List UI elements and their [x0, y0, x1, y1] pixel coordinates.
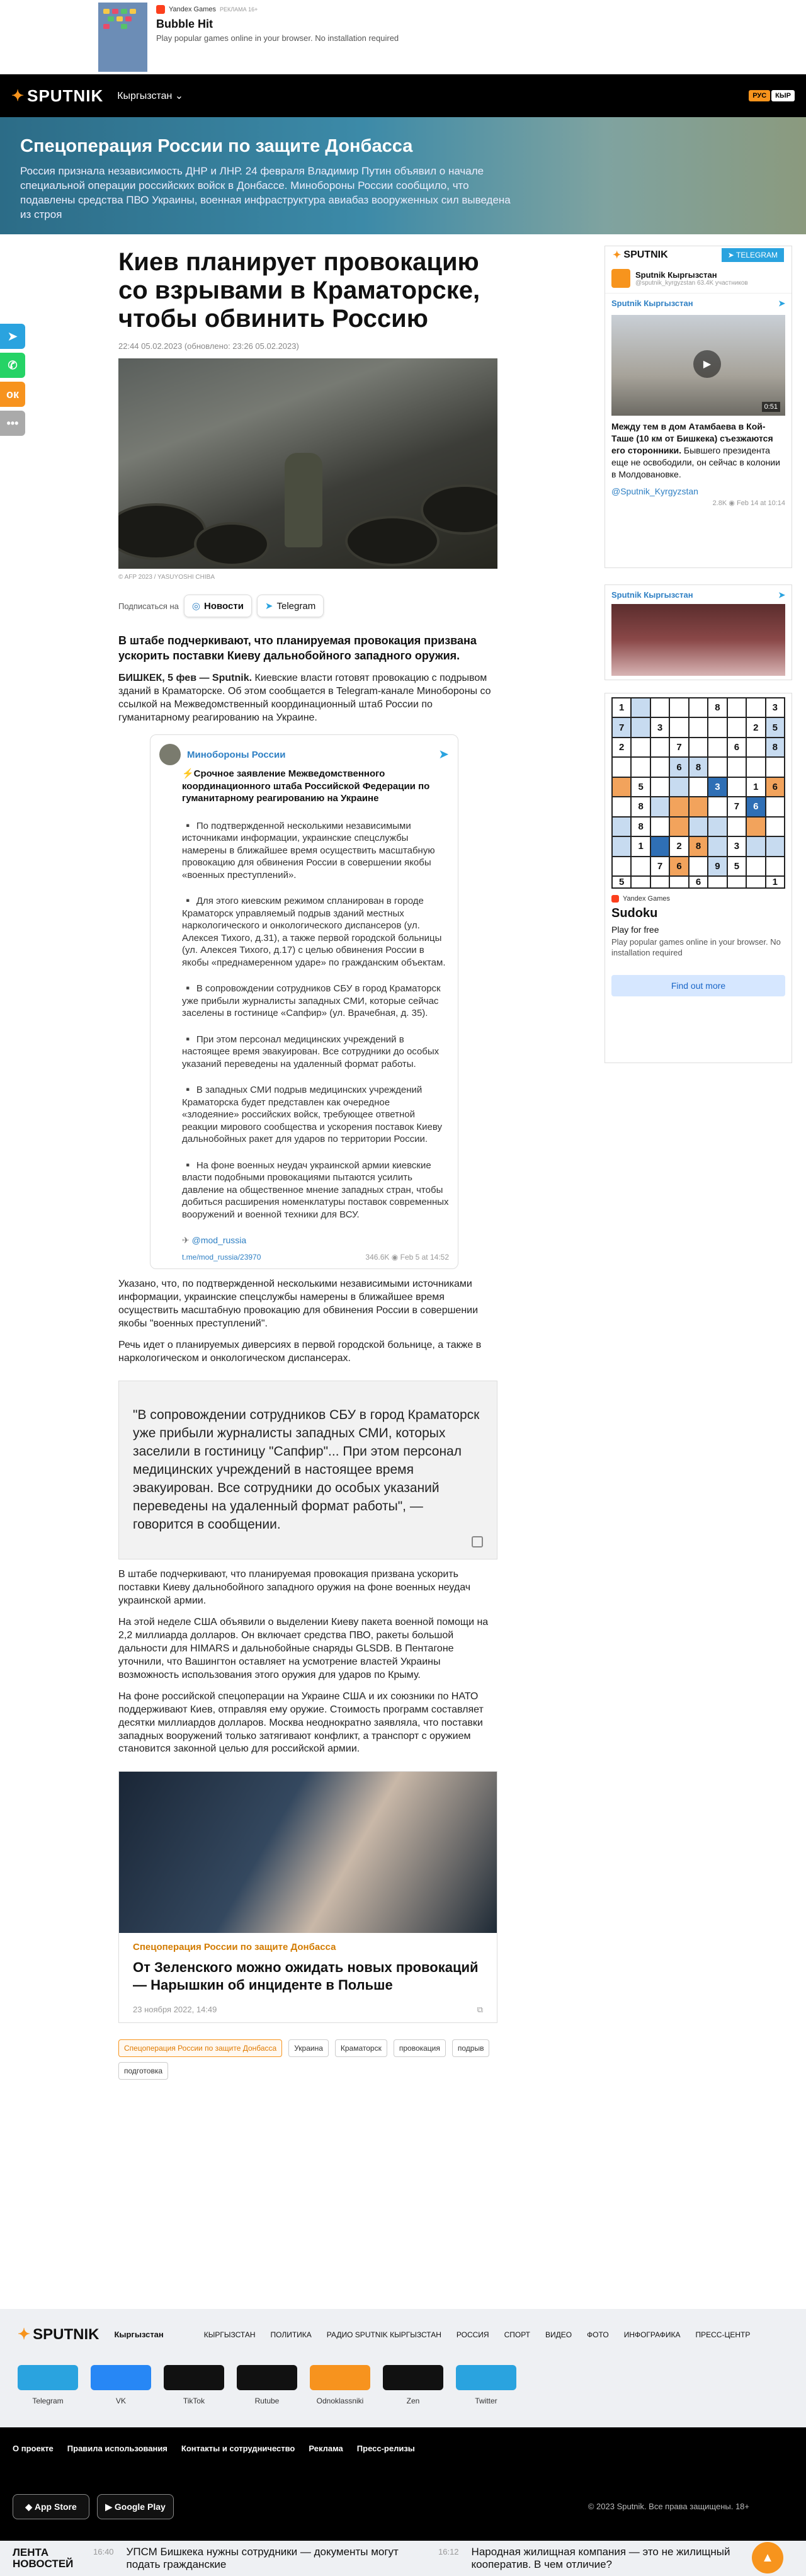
- copyright: © 2023 Sputnik. Все права защищены. 18+: [587, 2502, 749, 2511]
- eye-icon: ◉: [729, 499, 735, 508]
- sputnik-star-icon: ✦: [11, 87, 25, 105]
- social-label: Telegram: [32, 2396, 64, 2405]
- social-label: Odnoklassniki: [316, 2396, 364, 2405]
- sudoku-cell[interactable]: [651, 877, 669, 887]
- social-label: Rutube: [254, 2396, 280, 2405]
- sudoku-cell[interactable]: 6: [728, 738, 746, 756]
- article-photo[interactable]: [118, 358, 497, 569]
- telegram-icon: ➤: [264, 601, 273, 612]
- subscribe-bar: [118, 595, 497, 617]
- article-lead: В штабе подчеркивают, что планируемая провокация призвана ускорить поставки Киеву дальнобойного западного оружия.: [118, 634, 477, 662]
- sudoku-cell[interactable]: 6: [747, 797, 764, 816]
- footer-nav-item[interactable]: КЫРГЫЗСТАН: [203, 2330, 256, 2339]
- sudoku-cell[interactable]: [690, 818, 707, 836]
- sudoku-cell[interactable]: [690, 778, 707, 796]
- site-footer: [0, 2309, 806, 2576]
- sputnik-logo[interactable]: ✦ SPUTNIK: [11, 86, 104, 105]
- embed-link[interactable]: t.me/mod_russia/23970: [182, 1252, 261, 1262]
- tag[interactable]: Украина: [288, 2039, 329, 2057]
- sudoku-cell[interactable]: [747, 837, 764, 855]
- region-selector[interactable]: Кыргызстан ⌄: [117, 91, 184, 101]
- photo-credit: © AFP 2023 / YASUYOSHI CHIBA: [118, 574, 215, 581]
- sudoku-cell[interactable]: [632, 857, 649, 875]
- article: [118, 248, 497, 2080]
- language-switcher: [749, 90, 795, 101]
- sudoku-cell[interactable]: 1: [632, 837, 649, 855]
- sudoku-cell[interactable]: [766, 818, 784, 836]
- sudoku-cell[interactable]: [766, 857, 784, 875]
- tag[interactable]: Спецоперация России по защите Донбасса: [118, 2039, 282, 2057]
- sudoku-cell[interactable]: [632, 718, 649, 736]
- soldier-figure: [285, 453, 322, 547]
- social-label: Twitter: [475, 2396, 497, 2405]
- telegram-icon[interactable]: ➤: [778, 299, 785, 308]
- ad-description: Play popular games online in your browser. No installation required: [611, 937, 781, 957]
- whatsapp-icon[interactable]: ✆: [0, 353, 25, 378]
- tiktok-icon: [164, 2365, 224, 2390]
- sudoku-cell[interactable]: 7: [670, 738, 688, 756]
- google-play-button[interactable]: ▶ Google Play: [97, 2494, 174, 2519]
- footer-bottom-links: [13, 2444, 793, 2453]
- find-out-more-button[interactable]: Find out more: [611, 975, 785, 996]
- post-stats: 2.8K ◉ Feb 14 at 10:14: [712, 499, 785, 508]
- sudoku-cell[interactable]: [651, 837, 669, 855]
- play-icon[interactable]: ▶: [693, 350, 721, 378]
- sudoku-cell[interactable]: [632, 877, 649, 887]
- paragraph-4: В штабе подчеркивают, что планируемая провокация призвана ускорить поставки Киеву дальнобойного западного оружия на фоне военных неудач украинской армии.: [118, 1568, 471, 1606]
- telegram-icon[interactable]: ➤: [0, 324, 25, 349]
- social-link-twitter[interactable]: [456, 2365, 516, 2405]
- tag[interactable]: провокация: [394, 2039, 446, 2057]
- footer-nav-item[interactable]: РОССИЯ: [456, 2330, 489, 2339]
- sudoku-cell[interactable]: [613, 778, 630, 796]
- social-label: TikTok: [183, 2396, 205, 2405]
- embed-headline: ⚡️Срочное заявление Межведомственного координационного штаба Российской Федерации по гуманитарному реагированию на Украине: [182, 768, 430, 804]
- rutube-icon: [237, 2365, 297, 2390]
- sudoku-cell[interactable]: [690, 857, 707, 875]
- sudoku-cell[interactable]: 5: [613, 877, 630, 887]
- vk-icon: [91, 2365, 151, 2390]
- sudoku-cell[interactable]: [728, 758, 746, 776]
- site-header: [0, 74, 806, 117]
- sudoku-cell[interactable]: [747, 818, 764, 836]
- related-article-title[interactable]: От Зеленского можно ожидать новых провокаций — Нарышкин об инциденте в Польше: [133, 1959, 479, 1993]
- paragraph-2: Указано, что, по подтвержденной несколькими независимыми источниками информации, украинские спецслужбы намерены в ближайшее время осуществить масштабную провокацию для обвинения России в совершении якобы "военных преступлений".: [118, 1279, 479, 1329]
- social-link-telegram[interactable]: [18, 2365, 78, 2405]
- sudoku-cell[interactable]: 7: [728, 797, 746, 816]
- sputnik-star-icon: ✦: [613, 250, 622, 261]
- sudoku-cell[interactable]: [728, 877, 746, 887]
- sudoku-cell[interactable]: [670, 797, 688, 816]
- footer-nav-item[interactable]: ПОЛИТИКА: [270, 2330, 312, 2339]
- sudoku-cell[interactable]: [708, 837, 726, 855]
- special-operation-banner[interactable]: [0, 117, 806, 234]
- news-ticker: [0, 2541, 806, 2576]
- sudoku-cell[interactable]: 9: [708, 857, 726, 875]
- news-ticker-label[interactable]: ЛЕНТА НОВОСТЕЙ: [13, 2546, 74, 2570]
- news-ticker-item[interactable]: 16:40 УПСМ Бишкека нужны сотрудники — документы могут подать гражданские: [93, 2545, 399, 2570]
- tag[interactable]: подрыв: [452, 2039, 490, 2057]
- footer-nav-item[interactable]: ФОТО: [587, 2330, 609, 2339]
- ad-subtitle: Play for free: [611, 925, 659, 935]
- sudoku-cell[interactable]: [766, 758, 784, 776]
- sudoku-cell[interactable]: 6: [670, 857, 688, 875]
- sudoku-cell[interactable]: [670, 818, 688, 836]
- telegram-widget: [604, 246, 792, 568]
- post-handle[interactable]: @Sputnik_Kyrgyzstan: [611, 486, 698, 497]
- related-article-date: 23 ноября 2022, 14:49: [133, 2005, 217, 2015]
- footer-link[interactable]: Реклама: [309, 2444, 343, 2453]
- footer-region[interactable]: Кыргызстан: [114, 2330, 164, 2339]
- scroll-up-icon[interactable]: ▲: [752, 2542, 783, 2573]
- footer-logo[interactable]: ✦ SPUTNIK: [18, 2325, 99, 2343]
- widget-post: [605, 294, 792, 512]
- sudoku-cell[interactable]: 3: [651, 718, 669, 736]
- sudoku-cell[interactable]: 6: [670, 758, 688, 776]
- telegram-icon: [18, 2365, 78, 2390]
- sudoku-cell[interactable]: [690, 738, 707, 756]
- lang-ky[interactable]: КЫР: [771, 90, 795, 101]
- sudoku-cell[interactable]: [613, 857, 630, 875]
- embed-channel-name[interactable]: Минобороны России: [187, 749, 286, 760]
- yandex-logo-icon: [156, 5, 165, 14]
- sudoku-cell[interactable]: [690, 698, 707, 717]
- footer-nav-item[interactable]: РАДИО SPUTNIK КЫРГЫЗСТАН: [326, 2330, 441, 2339]
- sudoku-cell[interactable]: 3: [728, 837, 746, 855]
- banner-title[interactable]: Спецоперация России по защите Донбасса: [20, 136, 413, 156]
- subscribe-news-button[interactable]: ◎ Новости: [184, 595, 252, 617]
- yandex-logo-icon: [611, 895, 619, 903]
- sudoku-cell[interactable]: [670, 718, 688, 736]
- sudoku-cell[interactable]: 8: [690, 758, 707, 776]
- footer-link[interactable]: Контакты и сотрудничество: [181, 2444, 295, 2453]
- widget-telegram-button[interactable]: ➤ TELEGRAM: [722, 248, 784, 262]
- sudoku-cell[interactable]: 1: [747, 778, 764, 796]
- sudoku-cell[interactable]: [670, 877, 688, 887]
- play-store-icon: ▶: [105, 2501, 112, 2512]
- sudoku-cell[interactable]: [632, 758, 649, 776]
- plane-icon: ✈: [182, 1235, 190, 1246]
- widget-logo[interactable]: ✦ SPUTNIK: [613, 249, 668, 261]
- quote-block: [118, 1381, 497, 1559]
- telegram-icon[interactable]: ➤: [778, 590, 785, 600]
- apple-icon: ◆: [25, 2501, 32, 2512]
- sudoku-cell[interactable]: 6: [690, 877, 707, 887]
- ad-brand: Yandex Games: [169, 6, 217, 13]
- sudoku-cell[interactable]: [766, 797, 784, 816]
- related-article-card[interactable]: [118, 1771, 497, 2023]
- paragraph-3: Речь идет о планируемых диверсиях в первой городской больнице, а также в наркологическом и онкологическом диспансерах.: [118, 1340, 482, 1364]
- sudoku-cell[interactable]: 8: [632, 797, 649, 816]
- sudoku-cell[interactable]: 2: [747, 718, 764, 736]
- embed-item: ▪️ Для этого киевским режимом спланирован в городе Краматорск управляемый подрыв зданий местных наркологического и онкологического диспансеров (ул. Алексея Тихого, д.31), а также первой городской больницы (ул. Алексея Тихого, д.17) с целью обвинения России в якобы «преднамеренном ударе» по гражданским объектам.: [182, 896, 446, 968]
- widget-channel-name[interactable]: Sputnik Кыргызстан: [635, 270, 717, 280]
- sudoku-cell[interactable]: [670, 698, 688, 717]
- ad-description: Play popular games online in your browser. No installation required: [156, 33, 399, 43]
- social-label: VK: [115, 2396, 126, 2405]
- post-channel[interactable]: Sputnik Кыргызстан: [611, 590, 693, 600]
- article-date: 22:44 05.02.2023 (обновлено: 23:26 05.02.2023): [118, 341, 299, 351]
- sudoku-cell[interactable]: 8: [632, 818, 649, 836]
- sudoku-cell[interactable]: [728, 778, 746, 796]
- sudoku-cell[interactable]: [728, 718, 746, 736]
- related-article-photo[interactable]: [119, 1772, 497, 1933]
- sudoku-cell[interactable]: [747, 758, 764, 776]
- news-ticker-item[interactable]: 16:12 Народная жилищная компания — это не жилищный кооператив. В чем отличие?: [438, 2545, 730, 2570]
- paragraph-5: На этой неделе США объявили о выделении Киеву пакета военной помощи на 2,2 миллиарда долларов. Он включает средства ПВО, ракеты большой дальности для HIMARS и дальнобойные снаряды GLSDB. В Пентагоне уточнили, что Вашингтон оставляет на усмотрение властей Украины возможность использования этого оружия для ударов по Крыму.: [118, 1617, 489, 1680]
- more-icon[interactable]: •••: [0, 411, 25, 436]
- sudoku-cell[interactable]: 1: [766, 877, 784, 887]
- tag[interactable]: подготовка: [118, 2062, 168, 2080]
- footer-link[interactable]: О проекте: [13, 2444, 54, 2453]
- sudoku-cell[interactable]: [708, 758, 726, 776]
- sudoku-cell[interactable]: [690, 797, 707, 816]
- tag[interactable]: Краматорск: [335, 2039, 387, 2057]
- sudoku-cell[interactable]: 3: [708, 778, 726, 796]
- sidebar-ad[interactable]: [604, 693, 792, 1063]
- sudoku-cell[interactable]: [613, 818, 630, 836]
- news-icon: ◎: [191, 601, 201, 612]
- embed-item: ▪️ В западных СМИ подрыв медицинских учреждений Краматорска будет представлен как очередное «злодеяние» российских войск, требующее ответной реакции мирового сообщества и ускорения поставок Киеву дальнобойных ракет для ударов по территории России.: [182, 1085, 442, 1145]
- footer-nav-item[interactable]: ПРЕСС-ЦЕНТР: [695, 2330, 751, 2339]
- telegram-embed: [150, 734, 458, 1269]
- sudoku-cell[interactable]: 5: [632, 778, 649, 796]
- sudoku-cell[interactable]: 3: [766, 698, 784, 717]
- video-duration: 0:51: [762, 402, 780, 412]
- sputnik-star-icon: ✦: [18, 2326, 31, 2343]
- twitter-icon: [456, 2365, 516, 2390]
- sudoku-cell[interactable]: [728, 818, 746, 836]
- sudoku-cell[interactable]: [690, 718, 707, 736]
- chevron-down-icon: ⌄: [174, 91, 184, 101]
- embed-meta: 346.6K ◉ Feb 5 at 14:52: [365, 1252, 449, 1262]
- sudoku-cell[interactable]: [632, 698, 649, 717]
- sudoku-grid[interactable]: [611, 697, 785, 889]
- odnoklassniki-icon: [310, 2365, 370, 2390]
- footer-link[interactable]: Правила использования: [67, 2444, 167, 2453]
- social-link-zen[interactable]: [383, 2365, 443, 2405]
- sudoku-cell[interactable]: 5: [728, 857, 746, 875]
- sudoku-cell[interactable]: [728, 698, 746, 717]
- embed-item: ▪️ По подтвержденной несколькими независимыми источниками информации, украинские спецслужбы намерены в ближайшее время осуществить масштабную провокацию для обвинения России в совершении якобы «военных преступлений».: [182, 820, 435, 881]
- lang-ru[interactable]: РУС: [749, 90, 770, 101]
- share-icon[interactable]: ⧉: [477, 2005, 483, 2015]
- social-link-odnoklassniki[interactable]: [310, 2365, 370, 2405]
- footer-nav-item[interactable]: ИНФОГРАФИКА: [623, 2330, 681, 2339]
- sudoku-cell[interactable]: [651, 698, 669, 717]
- post-text: Между тем в дом Атамбаева в Кой-Таше (10 км от Бишкека) съезжаются его сторонники. Бывшего президента еще не освободили, он сейчас в колонии в Молдовановке.: [611, 421, 780, 479]
- ad-brand: Yandex Games: [623, 895, 671, 903]
- sudoku-cell[interactable]: 8: [708, 698, 726, 717]
- sudoku-cell[interactable]: [708, 877, 726, 887]
- telegram-icon: ➤: [727, 251, 734, 259]
- sudoku-cell[interactable]: [651, 758, 669, 776]
- social-link-rutube[interactable]: [237, 2365, 297, 2405]
- sudoku-cell[interactable]: [747, 738, 764, 756]
- channel-avatar[interactable]: [159, 744, 181, 765]
- embed-item: ▪️ В сопровождении сотрудников СБУ в город Краматорск уже прибыли журналисты западных СМИ, которые сейчас заселены в гостинице «Сапфир» (ул. Врачебная, д. 35).: [182, 983, 441, 1019]
- sudoku-cell[interactable]: 2: [670, 837, 688, 855]
- post-image[interactable]: [611, 604, 785, 676]
- related-article-tag[interactable]: Спецоперация России по защите Донбасса: [133, 1942, 336, 1953]
- odnoklassniki-icon[interactable]: ок: [0, 382, 25, 407]
- sudoku-cell[interactable]: [651, 738, 669, 756]
- quote-text: "В сопровождении сотрудников СБУ в город Краматорск уже прибыли журналисты западных СМИ, которых заселили в гостиницу "Сапфир"... При этом персонал медицинских учреждений в настоящее время эвакуирован. Все сотрудники до особых указаний переведены на удаленный формат работы", — говорится в сообщении.: [133, 1407, 480, 1532]
- post-video[interactable]: [611, 315, 785, 416]
- sudoku-cell[interactable]: 1: [613, 698, 630, 717]
- sudoku-cell[interactable]: [670, 778, 688, 796]
- embed-item: ▪️ При этом персонал медицинских учреждений в настоящее время эвакуирован. Все сотрудники до особых указаний переведены на удаленный формат работы.: [182, 1034, 440, 1069]
- sudoku-cell[interactable]: 6: [766, 778, 784, 796]
- footer-link[interactable]: Пресс-релизы: [356, 2444, 415, 2453]
- sudoku-cell[interactable]: [651, 797, 669, 816]
- sudoku-cell[interactable]: [613, 837, 630, 855]
- social-link-tiktok[interactable]: [164, 2365, 224, 2405]
- sudoku-cell[interactable]: [766, 837, 784, 855]
- sudoku-cell[interactable]: [613, 797, 630, 816]
- sudoku-cell[interactable]: 5: [766, 718, 784, 736]
- sudoku-cell[interactable]: [708, 818, 726, 836]
- telegram-widget-post-2: [604, 584, 792, 680]
- sudoku-cell[interactable]: 7: [613, 718, 630, 736]
- ad-title[interactable]: Sudoku: [611, 906, 658, 920]
- social-links: [18, 2365, 788, 2405]
- zen-icon: [383, 2365, 443, 2390]
- eye-icon: ◉: [391, 1252, 399, 1262]
- sudoku-cell[interactable]: [632, 738, 649, 756]
- tag-list: [118, 2039, 497, 2080]
- paragraph-6: На фоне российской спецоперации на Украине США и их союзники по НАТО поддерживают Киев, отправляя ему оружие. Стоимость программ составляет десятки миллиардов долларов. Москва неоднократно заявляла, что поставки западных вооружений только затягивают конфликт, а транспорт с оружием становится законной целью для российской армии.: [118, 1691, 484, 1755]
- social-label: Zen: [406, 2396, 420, 2405]
- sudoku-cell[interactable]: 7: [651, 857, 669, 875]
- widget-channel-meta: @sputnik_kyrgyzstan 63.4K участников: [635, 280, 748, 287]
- sudoku-cell[interactable]: [708, 718, 726, 736]
- sudoku-cell[interactable]: 8: [766, 738, 784, 756]
- sudoku-cell[interactable]: [708, 797, 726, 816]
- app-store-button[interactable]: ◆ App Store: [13, 2494, 89, 2519]
- sudoku-cell[interactable]: [651, 818, 669, 836]
- sudoku-cell[interactable]: 8: [690, 837, 707, 855]
- footer-nav-item[interactable]: СПОРТ: [504, 2330, 530, 2339]
- post-channel[interactable]: Sputnik Кыргызстан: [611, 299, 693, 308]
- sudoku-cell[interactable]: [651, 778, 669, 796]
- channel-avatar[interactable]: [611, 269, 630, 288]
- top-ad-banner[interactable]: [0, 0, 806, 74]
- sudoku-cell[interactable]: [747, 698, 764, 717]
- embed-signature[interactable]: ✈ @mod_russia: [182, 1235, 247, 1246]
- subscribe-label: Подписаться на: [118, 601, 179, 611]
- sudoku-cell[interactable]: [747, 857, 764, 875]
- ad-game-thumbnail[interactable]: [98, 3, 147, 72]
- social-link-vk[interactable]: [91, 2365, 151, 2405]
- footer-nav-item[interactable]: ВИДЕО: [545, 2330, 572, 2339]
- sudoku-cell[interactable]: 2: [613, 738, 630, 756]
- footer-nav: [204, 2330, 751, 2339]
- sudoku-cell[interactable]: [708, 738, 726, 756]
- article-title: Киев планирует провокацию со взрывами в Краматорске, чтобы обвинить Россию: [118, 248, 480, 333]
- embed-item: ▪️ На фоне военных неудач украинской армии киевские власти подобными провокациями пытаются усилить давление на общественное мнение западных стран, чтобы добиться расширения номенклатуры поставок современных вооружений и военной техники для ВСУ.: [182, 1160, 449, 1220]
- paragraph-1: БИШКЕК, 5 фев — Sputnik. Киевские власти готовят провокацию с подрывом зданий в Краматорске. Об этом сообщается в Telegram-канале Минобороны со ссылкой на Межведомственный координационный штаб России по гуманитарному реагированию на Украине.: [118, 673, 491, 723]
- sudoku-cell[interactable]: [747, 877, 764, 887]
- banner-description: Россия признала независимость ДНР и ЛНР. 24 февраля Владимир Путин объявил о начале специальной операции российских войск в Донбассе. Минобороны России сообщило, что подавлены средства ПВО Украины, военная инфраструктура авиабаз вооруженных сил выведена из строя: [20, 165, 511, 220]
- subscribe-telegram-button[interactable]: ➤ Telegram: [257, 595, 324, 617]
- ad-badge: РЕКЛАМА 16+: [220, 6, 258, 13]
- telegram-icon[interactable]: ➤: [438, 748, 449, 762]
- ad-title[interactable]: Bubble Hit: [156, 18, 213, 30]
- sudoku-cell[interactable]: [613, 758, 630, 776]
- share-quote-icon[interactable]: [472, 1536, 483, 1547]
